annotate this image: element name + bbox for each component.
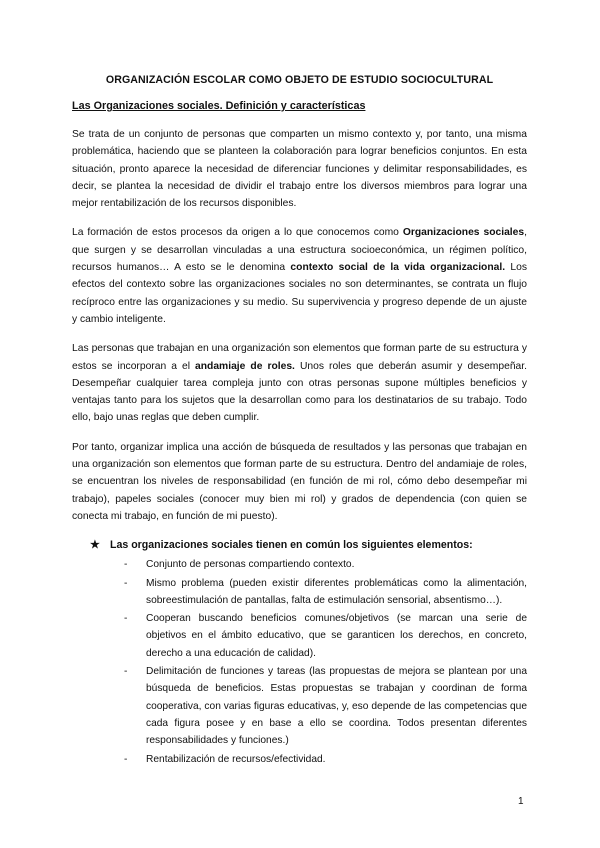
list-item-text: Mismo problema (pueden existir diferentes problemáticas como la alimentación, sobreestimulación de pantallas, falta de estimulación sensorial, absentismo…). xyxy=(146,577,527,606)
section-subtitle: Las Organizaciones sociales. Definición y características xyxy=(72,100,366,112)
list-item-text: Conjunto de personas compartiendo contexto. xyxy=(146,559,355,571)
paragraph-text: La formación de estos procesos da origen a lo que conocemos como xyxy=(72,227,403,239)
paragraph-text: Unos roles que deberán asumir y desempeñar. Desempeñar cualquier tarea compleja junto con otras personas supone múltiples beneficios y ventajas tanto para los sujetos que la desarrollan como para los destinatarios de su trabajo. Todo ello, bajo unas reglas que deben cumplir. xyxy=(72,360,527,424)
paragraph-text: Por tanto, organizar implica una acción de búsqueda de resultados y las personas que trabajan en una organización son elementos que forman parte de su estructura. Dentro del andamiaje de roles, se encuentran los niveles de responsabilidad (en función de mi rol, cómo debo desempeñar mi trabajo), papeles sociales (conocer muy bien mi rol) y grados de dependencia (con quien se conecta mi trabajo, en función de mi puesto). xyxy=(72,441,527,522)
paragraph-4 xyxy=(72,439,527,525)
dash-marker: - xyxy=(124,559,128,571)
paragraph-1 xyxy=(72,126,527,212)
star-icon: ★ xyxy=(90,539,100,552)
bullet-heading xyxy=(90,537,527,554)
dash-marker: - xyxy=(124,613,128,625)
dash-marker: - xyxy=(124,753,128,765)
list-item-text: Cooperan buscando beneficios comunes/objetivos (se marcan una serie de objetivos en el ámbito educativo, que se garanticen los derechos, en concreto, derecho a una educación de calidad). xyxy=(146,613,527,659)
bold-term: andamiaje de roles. xyxy=(195,360,295,372)
dash-marker: - xyxy=(124,666,128,678)
document-body xyxy=(72,74,527,769)
list-item-text: Delimitación de funciones y tareas (las propuestas de mejora se plantean por una búsqueda de beneficios. Estas propuestas se trabajan y coordinan de forma cooperativa, con varias figuras educativas, y, eso depende de las competencias que cada figura posee y en base a ello se coordina. Todos presentan diferentes responsabilidades y funciones.) xyxy=(146,666,527,747)
document-title: ORGANIZACIÓN ESCOLAR COMO OBJETO DE ESTUDIO SOCIOCULTURAL xyxy=(105,74,494,86)
paragraph-2 xyxy=(72,224,527,328)
list-item-text: Rentabilización de recursos/efectividad. xyxy=(146,753,326,765)
bold-term: contexto social de la vida organizacional. xyxy=(290,262,506,274)
bullet-heading-text: Las organizaciones sociales tienen en común los siguientes elementos: xyxy=(110,539,473,552)
list-item xyxy=(124,751,527,768)
elements-list xyxy=(124,556,527,768)
list-item xyxy=(124,663,527,749)
bold-term: Organizaciones sociales xyxy=(402,227,525,239)
list-item xyxy=(124,610,527,662)
paragraph-3 xyxy=(72,340,527,426)
paragraph-text: Se trata de un conjunto de personas que comparten un mismo contexto y, por tanto, una misma problemática, haciendo que se planteen la colaboración para lograr beneficios conjuntos. En esta situación, pronto aparece la necesidad de diferenciar funciones y delimitar responsabilidades, es decir, se plantea la necesidad de dividir el trabajo entre los diversos miembros para lograr una mejor rentabilización de los recursos disponibles. xyxy=(72,129,527,210)
page-number: 1 xyxy=(518,796,524,807)
paragraph-text: , que surgen y se desarrollan vinculadas a una estructura socioeconómica, un régimen político, recursos humanos… A esto se le denomina xyxy=(72,227,528,274)
paragraph-text: Los efectos del contexto sobre las organizaciones sociales no son determinantes, se contrata un flujo recíproco entre las organizaciones y su medio. Su supervivencia y progreso depende de un ajuste y cambio inteligente. xyxy=(72,262,527,325)
list-item xyxy=(124,556,527,573)
paragraph-text: Las personas que trabajan en una organización son elementos que forman parte de su estructura y estos se incorporan a el xyxy=(72,343,527,372)
list-item xyxy=(124,575,527,610)
dash-marker: - xyxy=(124,577,128,589)
